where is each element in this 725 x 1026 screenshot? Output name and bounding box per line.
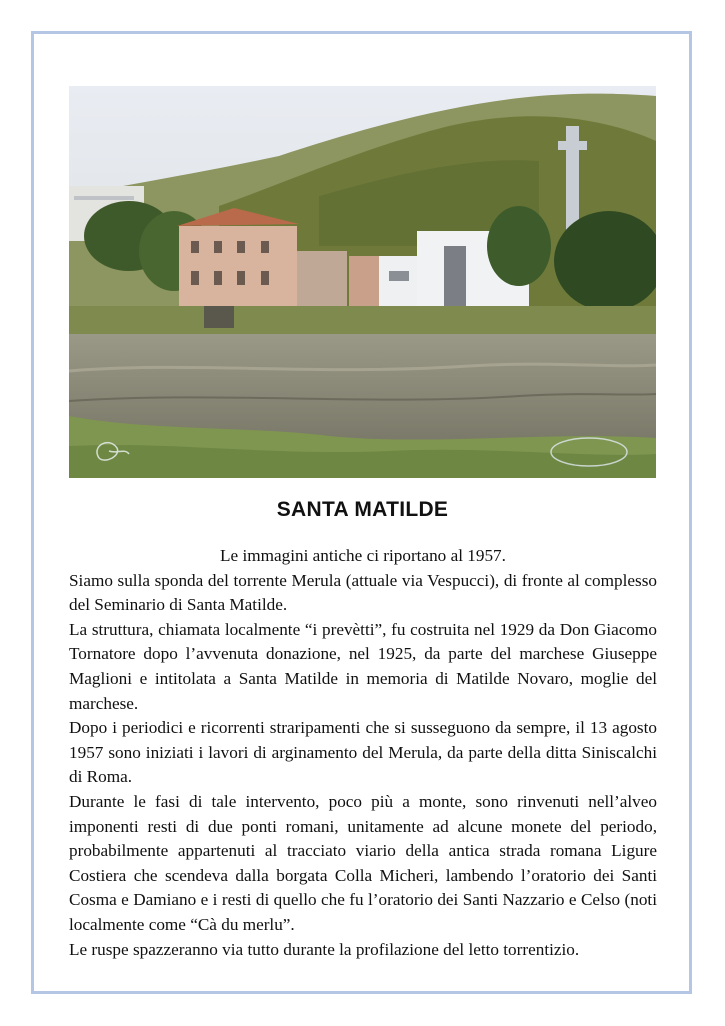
paragraph: Durante le fasi di tale intervento, poco più a monte, sono rinvenuti nell’alveo imponenti resti di due ponti romani, unitamente ad alcune monete del periodo, probabilmente appartenuti al tracciato viario della antica strada romana Ligure Costiera che scendeva dalla borgata Colla Micheri, lambendo l’oratorio dei Santi Cosma e Damiano e i resti di quello che fu l’oratorio dei Santi Nazzario e Celso (noti localmente come “Cà du merlu”. xyxy=(69,791,657,934)
house-pink xyxy=(179,226,297,308)
paragraph: Dopo i periodici e ricorrenti straripamenti che si susseguono da sempre, il 13 agosto 1957 sono iniziati i lavori di arginamento del Merula, da parte della ditta Siniscalchi di Roma. xyxy=(69,718,657,787)
historic-photo xyxy=(69,86,656,478)
paragraph: Le immagini antiche ci riportano al 1957. xyxy=(220,546,506,565)
reed-band xyxy=(69,306,656,336)
paragraph: Le ruspe spazzeranno via tutto durante la profilazione del letto torrentizio. xyxy=(69,939,580,959)
paragraph: Siamo sulla sponda del torrente Merula (attuale via Vespucci), di fronte al complesso del Seminario di Santa Matilde. xyxy=(69,570,657,615)
page-title: SANTA MATILDE xyxy=(276,498,449,521)
paragraph: La struttura, chiamata localmente “i prevètti”, fu costruita nel 1929 da Don Giacomo Tornatore dopo l’avvenuta donazione, nel 1925, da parte del marchese Giuseppe Maglioni e intitolata a Santa Matilde in memoria di Matilde Novaro, moglie del marchese. xyxy=(69,619,657,713)
article-body xyxy=(69,544,657,962)
bulldozer xyxy=(204,306,234,328)
